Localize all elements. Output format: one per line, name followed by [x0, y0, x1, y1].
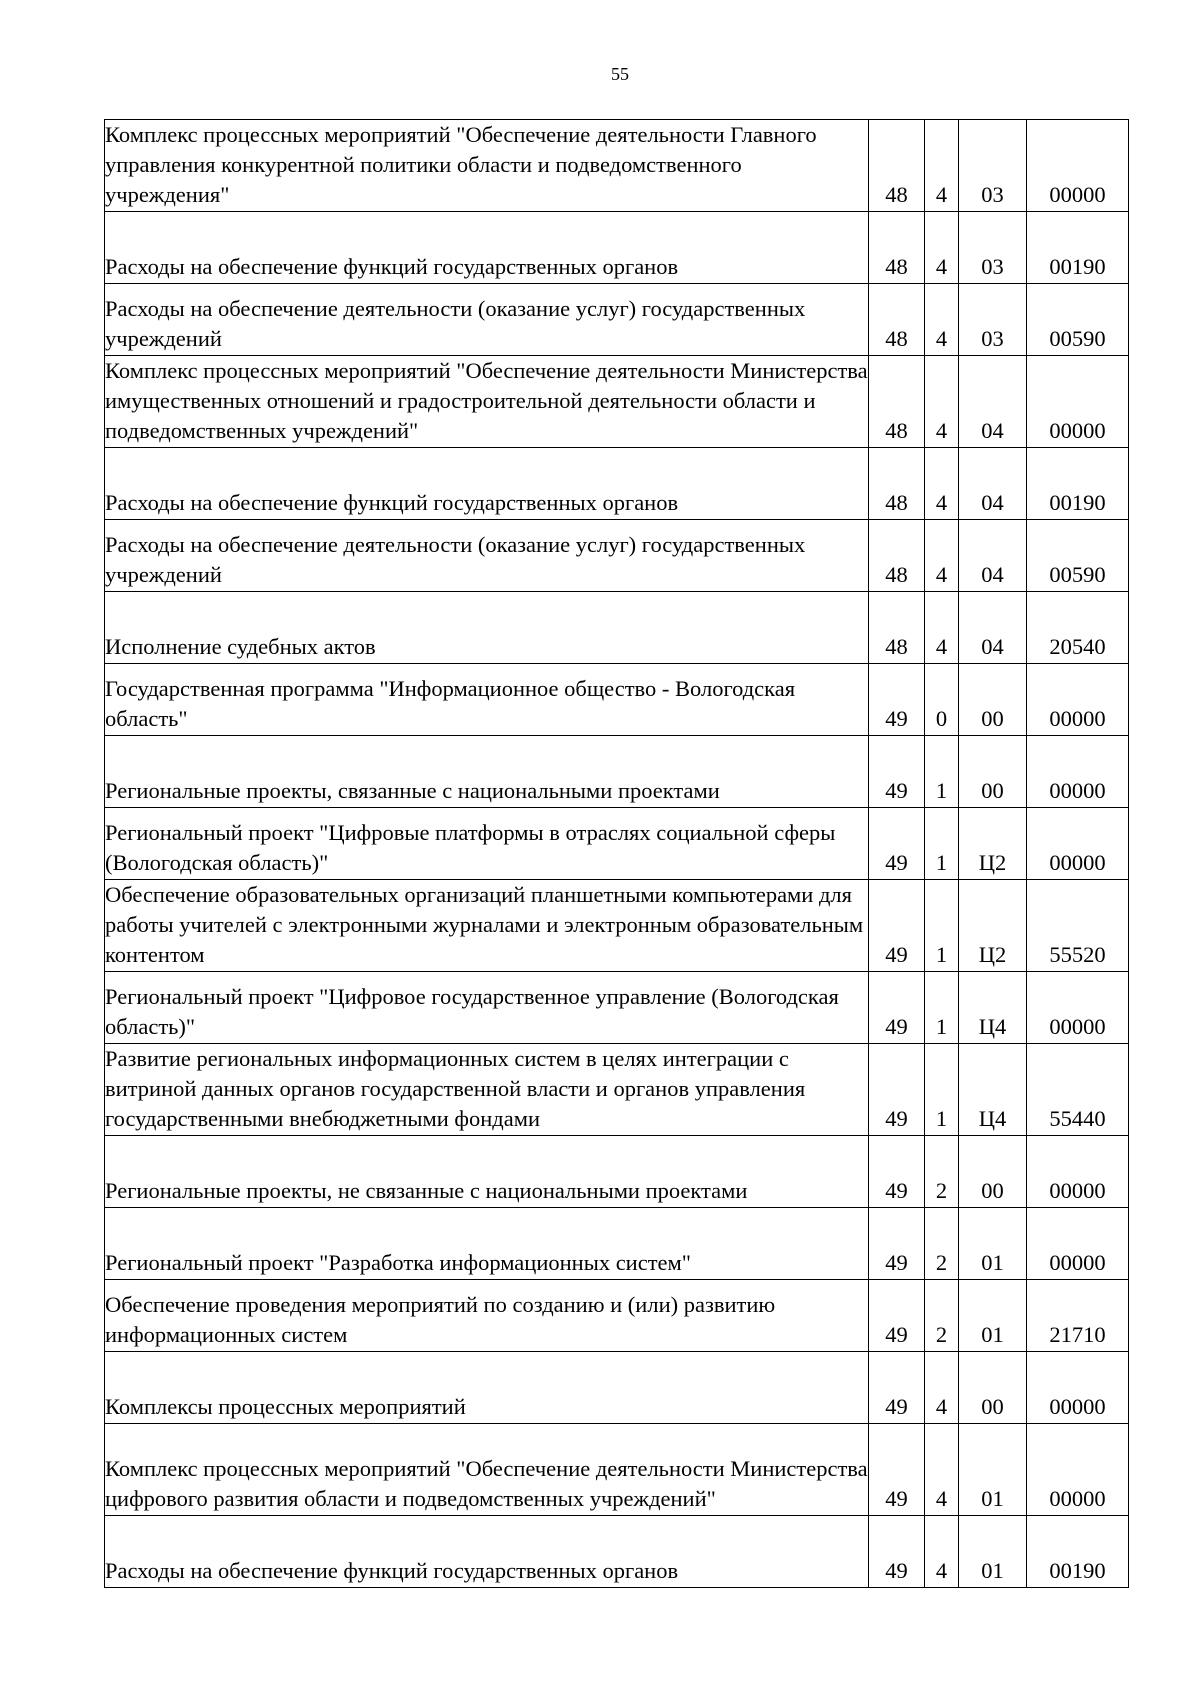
- code-program: 48: [869, 284, 925, 356]
- row-name: Комплекс процессных мероприятий "Обеспечение деятельности Главного управления конкурентной политики области и подведомственного учреждения": [105, 120, 869, 212]
- code-type: 4: [925, 356, 959, 448]
- code-event: 03: [959, 212, 1027, 284]
- code-type: 2: [925, 1208, 959, 1280]
- row-name: Расходы на обеспечение функций государственных органов: [105, 1516, 869, 1588]
- code-type: 4: [925, 592, 959, 664]
- table-row: [105, 1352, 1129, 1424]
- code-direction: 00000: [1027, 664, 1129, 736]
- code-program: 48: [869, 212, 925, 284]
- code-type: 4: [925, 1352, 959, 1424]
- code-program: 49: [869, 1208, 925, 1280]
- code-event: 01: [959, 1280, 1027, 1352]
- code-program: 49: [869, 1352, 925, 1424]
- code-event: Ц4: [959, 972, 1027, 1044]
- code-event: 04: [959, 592, 1027, 664]
- code-event: Ц4: [959, 1044, 1027, 1136]
- row-name: Комплекс процессных мероприятий "Обеспечение деятельности Министерства цифрового развития области и подведомственных учреждений": [105, 1424, 869, 1516]
- code-event: 00: [959, 1136, 1027, 1208]
- row-name: Исполнение судебных актов: [105, 592, 869, 664]
- row-name: Региональный проект "Цифровые платформы в отраслях социальной сферы (Вологодская область)": [105, 808, 869, 880]
- code-direction: 00000: [1027, 808, 1129, 880]
- row-name: Комплексы процессных мероприятий: [105, 1352, 869, 1424]
- row-name: Расходы на обеспечение деятельности (оказание услуг) государственных учреждений: [105, 520, 869, 592]
- code-type: 0: [925, 664, 959, 736]
- code-direction: 55520: [1027, 880, 1129, 972]
- code-type: 1: [925, 972, 959, 1044]
- code-type: 1: [925, 808, 959, 880]
- code-event: 04: [959, 520, 1027, 592]
- code-type: 4: [925, 120, 959, 212]
- row-name: Региональные проекты, не связанные с национальными проектами: [105, 1136, 869, 1208]
- code-event: 00: [959, 736, 1027, 808]
- code-type: 4: [925, 212, 959, 284]
- code-event: Ц2: [959, 880, 1027, 972]
- code-direction: 00590: [1027, 284, 1129, 356]
- code-program: 49: [869, 664, 925, 736]
- code-event: Ц2: [959, 808, 1027, 880]
- row-name: Региональные проекты, связанные с национальными проектами: [105, 736, 869, 808]
- row-name: Расходы на обеспечение функций государственных органов: [105, 448, 869, 520]
- code-direction: 55440: [1027, 1044, 1129, 1136]
- code-direction: 00590: [1027, 520, 1129, 592]
- code-type: 4: [925, 1516, 959, 1588]
- table-row: [105, 1424, 1129, 1516]
- table-row: [105, 284, 1129, 356]
- table-row: [105, 972, 1129, 1044]
- table-row: [105, 808, 1129, 880]
- code-type: 1: [925, 736, 959, 808]
- page-number: 55: [611, 64, 629, 84]
- row-name: Развитие региональных информационных систем в целях интеграции с витриной данных органов государственной власти и органов управления государственными внебюджетными фондами: [105, 1044, 869, 1136]
- code-type: 4: [925, 1424, 959, 1516]
- code-direction: 00000: [1027, 972, 1129, 1044]
- table-row: [105, 880, 1129, 972]
- code-type: 1: [925, 880, 959, 972]
- code-direction: 00000: [1027, 356, 1129, 448]
- code-program: 48: [869, 520, 925, 592]
- code-program: 49: [869, 736, 925, 808]
- code-event: 04: [959, 448, 1027, 520]
- code-event: 01: [959, 1424, 1027, 1516]
- code-event: 03: [959, 120, 1027, 212]
- row-name: Расходы на обеспечение функций государственных органов: [105, 212, 869, 284]
- code-event: 00: [959, 1352, 1027, 1424]
- table-row: [105, 1516, 1129, 1588]
- code-type: 4: [925, 448, 959, 520]
- table-row: [105, 448, 1129, 520]
- code-program: 49: [869, 1044, 925, 1136]
- row-name: Обеспечение образовательных организаций планшетными компьютерами для работы учителей с электронными журналами и электронным образовательным контентом: [105, 880, 869, 972]
- table-row: [105, 592, 1129, 664]
- code-program: 49: [869, 808, 925, 880]
- code-direction: 00000: [1027, 1208, 1129, 1280]
- row-name: Комплекс процессных мероприятий "Обеспечение деятельности Министерства имущественных отношений и градостроительной деятельности области и подведомственных учреждений": [105, 356, 869, 448]
- code-event: 01: [959, 1516, 1027, 1588]
- code-event: 03: [959, 284, 1027, 356]
- code-type: 2: [925, 1136, 959, 1208]
- table-row: [105, 736, 1129, 808]
- table-row: [105, 1280, 1129, 1352]
- code-direction: 00000: [1027, 1352, 1129, 1424]
- code-program: 48: [869, 592, 925, 664]
- row-name: Государственная программа "Информационное общество - Вологодская область": [105, 664, 869, 736]
- code-type: 4: [925, 520, 959, 592]
- table-row: [105, 120, 1129, 212]
- code-event: 01: [959, 1208, 1027, 1280]
- budget-classification-table: [104, 119, 1129, 1588]
- code-direction: 00000: [1027, 120, 1129, 212]
- code-program: 49: [869, 1136, 925, 1208]
- code-program: 48: [869, 120, 925, 212]
- row-name: Обеспечение проведения мероприятий по созданию и (или) развитию информационных систем: [105, 1280, 869, 1352]
- code-event: 04: [959, 356, 1027, 448]
- row-name: Региональный проект "Цифровое государственное управление (Вологодская область)": [105, 972, 869, 1044]
- code-direction: 00000: [1027, 1424, 1129, 1516]
- code-type: 1: [925, 1044, 959, 1136]
- row-name: Региональный проект "Разработка информационных систем": [105, 1208, 869, 1280]
- code-program: 49: [869, 1516, 925, 1588]
- code-direction: 00000: [1027, 1136, 1129, 1208]
- code-program: 49: [869, 972, 925, 1044]
- code-direction: 00190: [1027, 448, 1129, 520]
- table-row: [105, 1044, 1129, 1136]
- table-row: [105, 1208, 1129, 1280]
- table-row: [105, 356, 1129, 448]
- code-type: 4: [925, 284, 959, 356]
- code-program: 49: [869, 1280, 925, 1352]
- row-name: Расходы на обеспечение деятельности (оказание услуг) государственных учреждений: [105, 284, 869, 356]
- code-direction: 00190: [1027, 1516, 1129, 1588]
- table-row: [105, 212, 1129, 284]
- table-row: [105, 1136, 1129, 1208]
- code-direction: 21710: [1027, 1280, 1129, 1352]
- code-type: 2: [925, 1280, 959, 1352]
- code-program: 49: [869, 1424, 925, 1516]
- code-program: 49: [869, 880, 925, 972]
- code-direction: 00000: [1027, 736, 1129, 808]
- table-row: [105, 664, 1129, 736]
- code-event: 00: [959, 664, 1027, 736]
- code-program: 48: [869, 356, 925, 448]
- table-row: [105, 520, 1129, 592]
- code-direction: 20540: [1027, 592, 1129, 664]
- code-direction: 00190: [1027, 212, 1129, 284]
- code-program: 48: [869, 448, 925, 520]
